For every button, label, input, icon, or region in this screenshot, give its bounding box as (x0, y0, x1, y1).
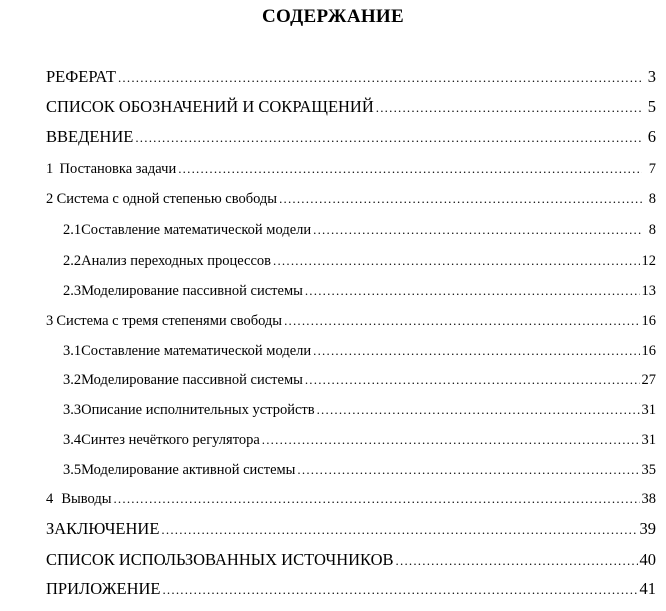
toc-entry-label: Описание исполнительных устройств (81, 402, 315, 418)
dot-leader (305, 373, 640, 388)
toc-entry-page: 39 (639, 519, 656, 538)
dot-leader (273, 254, 639, 269)
toc-entry-page: 12 (641, 253, 656, 269)
toc-entry-label: СПИСОК ОБОЗНАЧЕНИЙ И СОКРАЩЕНИЙ (46, 97, 374, 116)
toc-entry-page: 35 (641, 462, 656, 478)
toc-entry-page: 8 (648, 222, 656, 238)
toc-entry-number: 3.4 (63, 432, 82, 448)
toc-entry-number: 2.3 (63, 283, 82, 299)
toc-entry-number: 3.5 (63, 462, 82, 478)
toc-entry-label: ПРИЛОЖЕНИЕ (46, 579, 161, 598)
toc-entry-label: ВВЕДЕНИЕ (46, 127, 134, 146)
toc-entry-number: 2.1 (63, 222, 82, 238)
toc-entry-appendix (46, 580, 656, 599)
toc-entry-number: 1 (46, 161, 54, 177)
toc-entry-label: Моделирование пассивной системы (81, 283, 303, 299)
dot-leader (297, 463, 639, 478)
toc-entry-label: Постановка задачи (59, 161, 177, 177)
toc-entry-label: Составление математической модели (81, 222, 312, 238)
toc-entry-page: 13 (641, 283, 656, 299)
dot-leader (376, 101, 642, 116)
toc-entry-number: 3.2 (63, 372, 82, 388)
toc-entry-page: 38 (641, 491, 656, 507)
dot-leader (118, 71, 642, 86)
toc-entry-label: СПИСОК ИСПОЛЬЗОВАННЫХ ИСТОЧНИКОВ (46, 550, 394, 569)
toc-entry-label: Моделирование пассивной системы (81, 372, 303, 388)
dot-leader (162, 583, 637, 598)
toc-entry-section-3-3 (63, 402, 656, 419)
toc-entry-label: РЕФЕРАТ (46, 67, 116, 86)
page-title: СОДЕРЖАНИЕ (262, 6, 404, 27)
toc-entry-page: 5 (647, 97, 656, 116)
toc-entry-section-3-5 (63, 462, 656, 479)
toc-entry-number: 2.2 (63, 253, 82, 269)
toc-entry-number: 3 (46, 313, 54, 329)
toc-entry-section-3-1 (63, 343, 656, 360)
dot-leader (178, 162, 642, 177)
toc-entry-introduction (46, 128, 656, 147)
toc-entry-page: 40 (639, 550, 656, 569)
toc-entry-section-3-2 (63, 372, 656, 389)
toc-entry-section-1 (46, 161, 656, 178)
toc-entry-section-3 (46, 313, 656, 330)
toc-entry-page: 31 (641, 402, 656, 418)
toc-entry-section-2 (46, 191, 656, 208)
toc-entry-page: 27 (641, 372, 656, 388)
toc-entry-conclusion (46, 520, 656, 539)
toc-entry-page: 6 (647, 127, 656, 146)
toc-entry-section-2-2 (63, 253, 656, 270)
toc-entry-section-4 (46, 491, 656, 508)
dot-leader (279, 192, 642, 207)
toc-entry-page: 31 (641, 432, 656, 448)
dot-leader (305, 284, 640, 299)
toc-entry-label: Система с одной степенью свободы (56, 191, 278, 207)
dot-leader (317, 403, 640, 418)
toc-entry-page: 16 (641, 313, 656, 329)
toc-entry-number: 4 (46, 491, 54, 507)
toc-entry-abbreviations (46, 98, 656, 117)
toc-entry-page: 8 (648, 191, 656, 207)
toc-entry-label: Выводы (61, 491, 112, 507)
toc-entry-label: Система с тремя степенями свободы (56, 313, 283, 329)
toc-entry-number: 3.3 (63, 402, 82, 418)
toc-entry-number: 2 (46, 191, 54, 207)
dot-leader (262, 433, 640, 448)
toc-entry-page: 16 (641, 343, 656, 359)
dot-leader (113, 492, 639, 507)
toc-entry-label: Синтез нечёткого регулятора (81, 432, 260, 448)
toc-entry-label: Моделирование активной системы (81, 462, 296, 478)
toc-entry-label: Составление математической модели (81, 343, 312, 359)
toc-entry-page: 3 (647, 67, 656, 86)
dot-leader (284, 314, 639, 329)
toc-entry-page: 41 (639, 579, 656, 598)
toc-entry-section-3-4 (63, 432, 656, 449)
toc-entry-number: 3.1 (63, 343, 82, 359)
toc-entry-referat (46, 68, 656, 87)
toc-entry-label: ЗАКЛЮЧЕНИЕ (46, 519, 160, 538)
toc-entry-label: Анализ переходных процессов (81, 253, 272, 269)
toc-entry-section-2-1 (63, 222, 656, 239)
dot-leader (135, 131, 642, 146)
dot-leader (396, 554, 638, 569)
toc-entry-references (46, 551, 656, 570)
toc-entry-page: 7 (648, 161, 656, 177)
dot-leader (313, 344, 639, 359)
dot-leader (161, 523, 637, 538)
dot-leader (313, 223, 642, 238)
toc-entry-section-2-3 (63, 283, 656, 300)
